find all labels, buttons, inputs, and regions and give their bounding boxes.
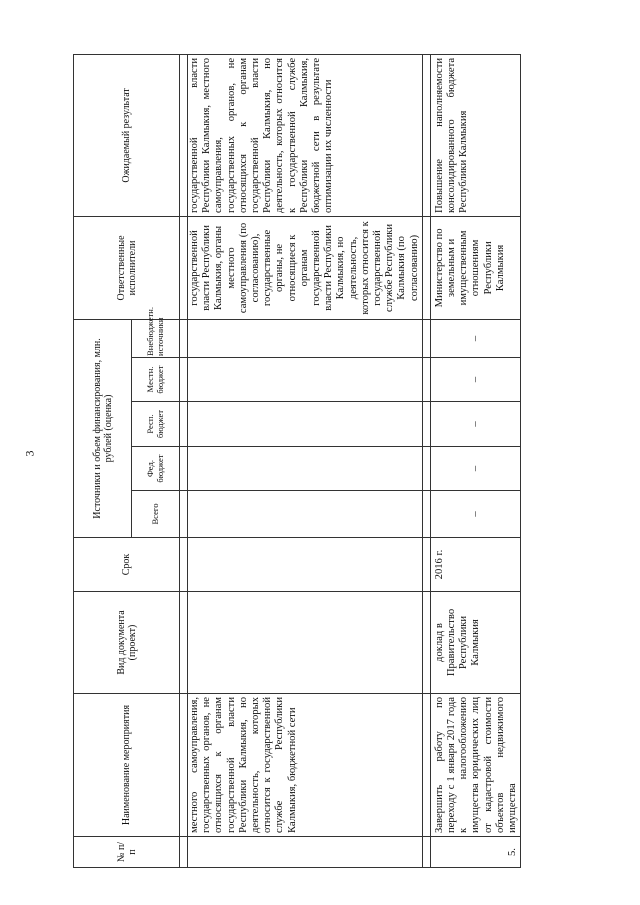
table-row-continued <box>188 54 423 867</box>
spacer-cell <box>422 54 430 216</box>
spacer-cell <box>422 837 430 868</box>
header-mestn: Местн. бюджет <box>132 358 180 402</box>
cell-term: 2016 г. <box>430 538 520 592</box>
header-resp: Респ. бюджет <box>132 402 180 447</box>
spacer-cell <box>180 54 188 216</box>
cell-term <box>188 538 423 592</box>
spacer-cell <box>180 358 188 402</box>
cell-name: Завершить работу по переходу с 1 января 2017 года к налогообложению имущества юридических лиц от кадастровой стоимости объектов недвижимого имущества <box>430 694 520 837</box>
spacer-cell <box>422 358 430 402</box>
rotated-table-page <box>73 55 519 868</box>
spacer-cell <box>422 319 430 357</box>
header-sources: Источники и объем финансирования, млн. рублей (оценка) <box>74 319 132 537</box>
cell-vnebud <box>188 319 423 357</box>
header-num: № п/п <box>74 837 180 868</box>
spacer-cell <box>180 491 188 538</box>
row-spacer <box>422 54 430 867</box>
spacer-cell <box>422 592 430 694</box>
cell-doc: доклад в Правительство Республики Калмыкия <box>430 592 520 694</box>
spacer-cell <box>422 447 430 491</box>
cell-num <box>188 837 423 868</box>
cell-mestn <box>188 358 423 402</box>
header-total: Всего <box>132 491 180 538</box>
cell-executors: государственной власти Республики Калмыкия, органы местного самоуправления (по согласованию), государственные органы, не относящиеся к органам государственной власти Республики Калмыкия, но деятельность, которых относится к государственной службе Республики Калмыкия (по согласованию) <box>188 216 423 319</box>
spacer-cell <box>422 538 430 592</box>
cell-num: 5. <box>430 837 520 868</box>
cell-result: государственной власти Республики Калмыкия, местного самоуправления, государственных органов, не относящихся к органам государственной власти Республики Калмыкия, но деятельность, которых относится к государственной службе Республики Калмыкия, бюджетной сети в результате оптимизации их численности <box>188 54 423 216</box>
table-row-5 <box>430 54 520 867</box>
header-name: Наименование мероприятия <box>74 694 180 837</box>
spacer-cell <box>180 447 188 491</box>
spacer-cell <box>180 837 188 868</box>
header-doc: Вид документа (проект) <box>74 592 180 694</box>
header-spacer-row <box>180 54 188 867</box>
cell-vnebud: – <box>430 319 520 357</box>
spacer-cell <box>422 491 430 538</box>
cell-name: местного самоуправления, государственных органов, не относящихся к органам государственной власти Республики Калмыкия, но деятельность, которых относится к государственной службе Республики Калмыкия, бюджетной сети <box>188 694 423 837</box>
cell-doc <box>188 592 423 694</box>
measures-table <box>73 54 521 868</box>
spacer-cell <box>180 694 188 837</box>
cell-fed: – <box>430 447 520 491</box>
cell-resp <box>188 402 423 447</box>
spacer-cell <box>180 319 188 357</box>
header-fed: Фед. бюджет <box>132 447 180 491</box>
cell-resp: – <box>430 402 520 447</box>
spacer-cell <box>422 216 430 319</box>
header-term: Срок <box>74 538 180 592</box>
spacer-cell <box>180 216 188 319</box>
cell-total: – <box>430 491 520 538</box>
spacer-cell <box>180 402 188 447</box>
header-executors: Ответственные исполнители <box>74 216 180 319</box>
spacer-cell <box>180 592 188 694</box>
header-result: Ожидаемый результат <box>74 54 180 216</box>
cell-total <box>188 491 423 538</box>
cell-mestn: – <box>430 358 520 402</box>
cell-fed <box>188 447 423 491</box>
header-vnebud: Внебюджетн. источники <box>132 319 180 357</box>
spacer-cell <box>422 402 430 447</box>
page-number: 3 <box>22 450 37 457</box>
spacer-cell <box>422 694 430 837</box>
spacer-cell <box>180 538 188 592</box>
cell-executors: Министерство по земельным и имущественным отношениям Республики Калмыкия <box>430 216 520 319</box>
cell-result: Повышение наполняемости консолидированного бюджета Республики Калмыкия <box>430 54 520 216</box>
